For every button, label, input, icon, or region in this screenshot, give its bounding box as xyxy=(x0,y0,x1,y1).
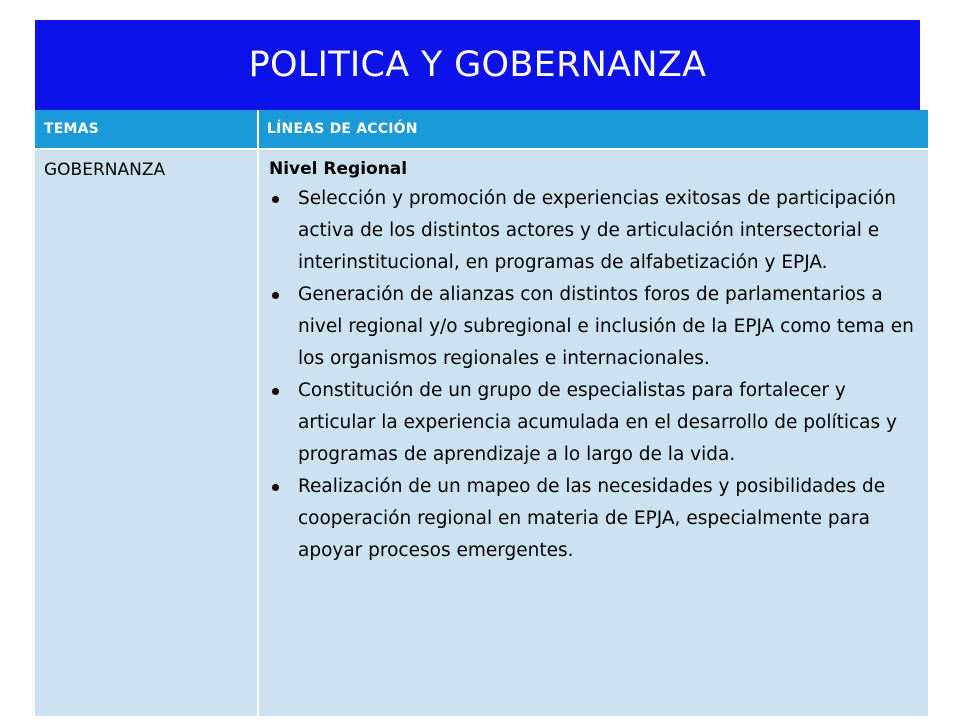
policy-table xyxy=(35,110,928,716)
list-item xyxy=(269,375,919,471)
list-item xyxy=(269,279,919,375)
list-item xyxy=(269,471,919,567)
table-header-row xyxy=(35,110,928,150)
action-lines-list xyxy=(269,183,919,567)
list-item-text: Realización de un mapeo de las necesidades y posibilidades de cooperación regional en materia de EPJA, especialmente para apoyar procesos emergentes. xyxy=(298,476,886,561)
bullet-icon xyxy=(272,196,279,203)
list-item-text: Selección y promoción de experiencias exitosas de participación activa de los distintos actores y de articulación intersectorial e interinstitucional, en programas de alfabetización y EPJA. xyxy=(298,188,896,273)
slide-title: POLITICA Y GOBERNANZA xyxy=(248,45,707,85)
list-item xyxy=(269,183,919,279)
cell-lineas-de-accion xyxy=(269,159,919,567)
slide-title-bar xyxy=(35,20,920,110)
bullet-icon xyxy=(272,292,279,299)
list-item-text: Constitución de un grupo de especialistas para fortalecer y articular la experiencia acumulada en el desarrollo de políticas y programas de aprendizaje a lo largo de la vida. xyxy=(298,380,897,465)
cell-tema: GOBERNANZA xyxy=(44,160,166,180)
column-divider xyxy=(257,110,259,716)
header-lineas-de-accion: LÍNEAS DE ACCIÓN xyxy=(267,121,418,137)
list-item-text: Generación de alianzas con distintos foros de parlamentarios a nivel regional y/o subregional e inclusión de la EPJA como tema en los organismos regionales e internacionales. xyxy=(298,284,914,369)
header-temas: TEMAS xyxy=(44,121,99,137)
subheading-nivel-regional: Nivel Regional xyxy=(269,159,408,179)
bullet-icon xyxy=(272,484,279,491)
bullet-icon xyxy=(272,388,279,395)
